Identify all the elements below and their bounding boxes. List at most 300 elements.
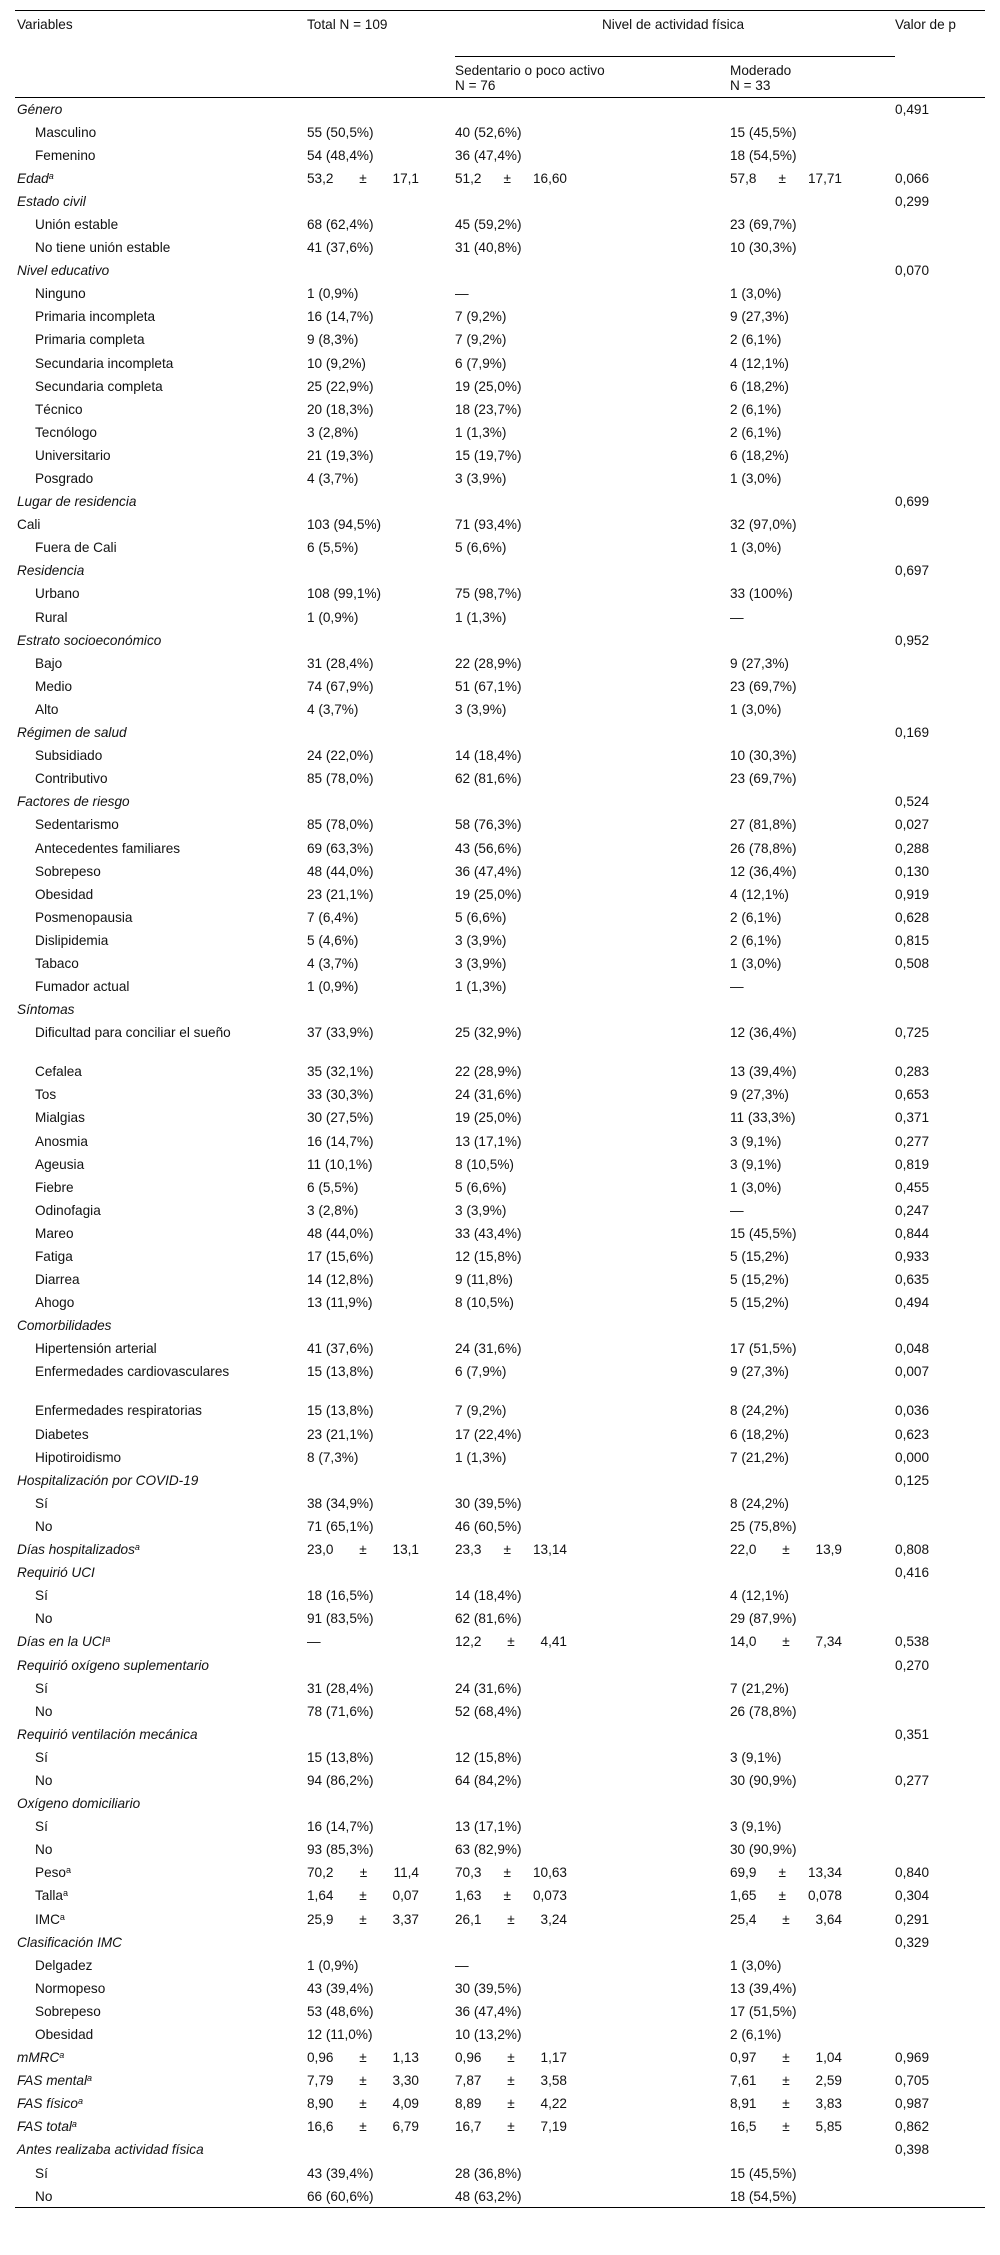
sedentary-value	[455, 998, 730, 1021]
total-value	[307, 490, 455, 513]
table-row	[15, 652, 985, 675]
variable-label	[15, 444, 307, 467]
total-value: 74 (67,9%)	[307, 678, 374, 694]
mean-value: 16,7	[455, 2119, 482, 2135]
category-row	[15, 998, 985, 1021]
moderate-value: —	[730, 1202, 744, 1218]
variable-label	[15, 1723, 307, 1746]
category-row	[15, 98, 985, 121]
table-row	[15, 1815, 985, 1838]
table-header	[15, 11, 985, 98]
mean-sd	[455, 2072, 567, 2089]
table-row	[15, 1106, 985, 1129]
sd-value: 0,078	[807, 1888, 842, 1904]
p-value	[895, 2023, 985, 2046]
variable-label	[15, 2185, 307, 2208]
sedentary-value: 30 (39,5%)	[455, 1495, 522, 1511]
category-row	[15, 1469, 985, 1492]
sd-value: 0,07	[392, 1888, 419, 1904]
variable-label	[15, 1106, 307, 1129]
sedentary-value: 5 (6,6%)	[455, 540, 507, 556]
header-p-value: Valor de p	[895, 11, 985, 98]
variable-label	[15, 536, 307, 559]
variable-label	[15, 98, 307, 121]
variable-label	[15, 190, 307, 213]
sedentary-value: 36 (47,4%)	[455, 2003, 522, 2019]
total-value: 108 (99,1%)	[307, 586, 382, 602]
sedentary-value: 1 (1,3%)	[455, 1449, 507, 1465]
table-row	[15, 1492, 985, 1515]
sedentary-value: 12 (15,8%)	[455, 1749, 522, 1765]
variable-label	[15, 1423, 307, 1446]
table-row	[15, 744, 985, 767]
mean-value: 26,1	[455, 1911, 482, 1927]
p-value: 0,933	[895, 1249, 930, 1264]
sedentary-value: 15 (19,7%)	[455, 447, 522, 463]
p-value	[895, 467, 985, 490]
moderate-value: 29 (87,9%)	[730, 1611, 797, 1627]
mean-sd	[730, 1633, 842, 1650]
sedentary-value	[455, 1654, 730, 1677]
total-value	[307, 1884, 455, 1907]
p-value: 0,304	[895, 1888, 930, 1904]
footnote-marker: a	[87, 2073, 93, 2084]
sd-value: 17,71	[807, 170, 842, 186]
sedentary-value	[455, 1908, 730, 1931]
p-value	[895, 1746, 985, 1769]
sedentary-value: 40 (52,6%)	[455, 124, 522, 140]
table-row	[15, 837, 985, 860]
category-row	[15, 2046, 985, 2069]
sedentary-value: 19 (25,0%)	[455, 1110, 522, 1126]
moderate-value: 13 (39,4%)	[730, 1064, 797, 1080]
variable-label	[15, 1337, 307, 1360]
table-row	[15, 1908, 985, 1931]
variable-label	[15, 1607, 307, 1630]
mean-value: 69,9	[730, 1865, 757, 1881]
sedentary-value: 14 (18,4%)	[455, 1588, 522, 1604]
variable-label-text: Edad	[17, 170, 49, 186]
moderate-value: 32 (97,0%)	[730, 517, 797, 533]
variable-label-text: Fuera de Cali	[35, 540, 117, 556]
moderate-value	[730, 1314, 895, 1337]
sedentary-value: 43 (56,6%)	[455, 840, 522, 856]
moderate-value: 5 (15,2%)	[730, 1272, 789, 1288]
sedentary-value: 8 (10,5%)	[455, 1156, 514, 1172]
mean-value: 70,3	[455, 1865, 482, 1881]
sedentary-value	[455, 2069, 730, 2092]
total-value: 1 (0,9%)	[307, 286, 359, 302]
p-value	[895, 1954, 985, 1977]
moderate-value	[730, 490, 895, 513]
plus-minus-sign: ±	[507, 2073, 515, 2089]
total-value: 31 (28,4%)	[307, 655, 374, 671]
mean-sd	[307, 2072, 419, 2089]
sedentary-value	[455, 1723, 730, 1746]
sedentary-value: 33 (43,4%)	[455, 1225, 522, 1241]
variable-label-text: Régimen de salud	[17, 725, 127, 741]
total-value	[307, 1561, 455, 1584]
sedentary-value: 46 (60,5%)	[455, 1518, 522, 1534]
table-row	[15, 1021, 985, 1060]
header-row-top	[15, 11, 985, 57]
variable-label-text: Enfermedades cardiovasculares	[35, 1364, 230, 1380]
table-row	[15, 1584, 985, 1607]
moderate-value: 5 (15,2%)	[730, 1249, 789, 1264]
table-row	[15, 236, 985, 259]
total-value: 69 (63,3%)	[307, 840, 374, 856]
footnote-marker: a	[134, 1542, 140, 1553]
total-value: 41 (37,6%)	[307, 240, 374, 256]
total-value: 71 (65,1%)	[307, 1518, 374, 1534]
moderate-value: 30 (90,9%)	[730, 1842, 797, 1858]
sedentary-value	[455, 1469, 730, 1492]
variable-label	[15, 860, 307, 883]
total-value: 3 (2,8%)	[307, 424, 359, 440]
table-row	[15, 582, 985, 605]
sedentary-value	[455, 1792, 730, 1815]
variable-label-text: Medio	[35, 678, 73, 694]
table-row	[15, 2162, 985, 2185]
moderate-value: 4 (12,1%)	[730, 355, 789, 371]
mean-value: 16,5	[730, 2119, 757, 2135]
sd-value: 3,83	[815, 2096, 842, 2112]
sedentary-value	[455, 2046, 730, 2069]
table-row	[15, 883, 985, 906]
table-row	[15, 929, 985, 952]
total-value: 25 (22,9%)	[307, 378, 374, 394]
moderate-value: 6 (18,2%)	[730, 1426, 789, 1442]
p-value: 0,329	[895, 1934, 930, 1950]
plus-minus-sign: ±	[503, 1865, 511, 1881]
total-value: 1 (0,9%)	[307, 609, 359, 625]
mean-value: 1,64	[307, 1888, 334, 1904]
mean-sd	[307, 1911, 419, 1928]
p-value: 0,000	[895, 1449, 930, 1465]
moderate-value: 18 (54,5%)	[730, 147, 797, 163]
plus-minus-sign: ±	[782, 2073, 790, 2089]
table-row	[15, 1446, 985, 1469]
mean-value: 0,97	[730, 2050, 757, 2066]
variable-label-text: No	[35, 1703, 53, 1719]
sedentary-value: 64 (84,2%)	[455, 1772, 522, 1788]
moderate-value: 2 (6,1%)	[730, 332, 782, 348]
variable-label	[15, 2115, 307, 2138]
moderate-value: 2 (6,1%)	[730, 2027, 782, 2042]
p-value: 0,270	[895, 1657, 930, 1673]
variable-label	[15, 1746, 307, 1769]
moderate-value: 10 (30,3%)	[730, 748, 797, 764]
variable-label	[15, 1838, 307, 1861]
variable-label	[15, 767, 307, 790]
sedentary-value: 3 (3,9%)	[455, 932, 507, 948]
sedentary-value: 18 (23,7%)	[455, 401, 522, 417]
moderate-value: 8 (24,2%)	[730, 1495, 789, 1511]
table-row	[15, 513, 985, 536]
variable-label-text: Requirió ventilación mecánica	[17, 1726, 198, 1742]
sedentary-value: 36 (47,4%)	[455, 147, 522, 163]
variable-label-text: Primaria incompleta	[35, 309, 156, 325]
p-value	[895, 328, 985, 351]
sedentary-value	[455, 2138, 730, 2161]
table-row	[15, 1291, 985, 1314]
p-value	[895, 1584, 985, 1607]
p-value: 0,277	[895, 1133, 930, 1149]
mean-sd	[730, 2072, 842, 2089]
mean-value: 8,90	[307, 2096, 334, 2112]
sd-value: 13,9	[815, 1542, 842, 1558]
moderate-value: 9 (27,3%)	[730, 655, 789, 671]
variable-label	[15, 1515, 307, 1538]
variable-label	[15, 1977, 307, 2000]
sedentary-value: 1 (1,3%)	[455, 424, 507, 440]
sedentary-value	[455, 1861, 730, 1884]
table-row	[15, 1607, 985, 1630]
total-value: 33 (30,3%)	[307, 1087, 374, 1103]
sd-value: 3,37	[392, 1911, 419, 1927]
header-moderate-label: Moderado	[730, 63, 792, 78]
variable-label	[15, 1561, 307, 1584]
moderate-value	[730, 1630, 895, 1653]
variable-label-text: Obesidad	[35, 886, 94, 902]
table-row	[15, 328, 985, 351]
variable-label-text: Hospitalización por COVID-19	[17, 1472, 199, 1488]
variable-label	[15, 2138, 307, 2161]
moderate-value: 25 (75,8%)	[730, 1518, 797, 1534]
table-row	[15, 1153, 985, 1176]
total-value	[307, 190, 455, 213]
p-value: 0,494	[895, 1295, 930, 1311]
variable-label	[15, 1630, 307, 1653]
moderate-value	[730, 1538, 895, 1561]
table-row	[15, 1677, 985, 1700]
variable-label-text: Rural	[35, 609, 68, 625]
variable-label	[15, 398, 307, 421]
p-value: 0,538	[895, 1634, 930, 1650]
sedentary-value: 19 (25,0%)	[455, 378, 522, 394]
sedentary-value: 22 (28,9%)	[455, 655, 522, 671]
sedentary-value: 8 (10,5%)	[455, 1295, 514, 1311]
moderate-value	[730, 98, 895, 121]
variable-label	[15, 952, 307, 975]
sd-value: 16,60	[532, 170, 567, 186]
variable-label-text: mMRC	[17, 2050, 60, 2066]
mean-sd	[307, 1864, 419, 1881]
total-value: 24 (22,0%)	[307, 748, 374, 764]
clinical-characteristics-table	[15, 10, 985, 2208]
variable-label-text: No	[35, 1772, 53, 1788]
p-value	[895, 998, 985, 1021]
mean-value: 25,4	[730, 1911, 757, 1927]
variable-label	[15, 1931, 307, 1954]
footnote-marker: a	[77, 2096, 83, 2107]
sedentary-value: 24 (31,6%)	[455, 1341, 522, 1357]
total-value: 4 (3,7%)	[307, 471, 359, 486]
total-value: 17 (15,6%)	[307, 1249, 374, 1264]
mean-value: 8,89	[455, 2096, 482, 2112]
variable-label-text: Antecedentes familiares	[35, 840, 181, 856]
moderate-value: 23 (69,7%)	[730, 216, 797, 232]
variable-label	[15, 629, 307, 652]
variable-label-text: Sedentarismo	[35, 817, 119, 833]
moderate-value: 12 (36,4%)	[730, 1025, 797, 1041]
mean-value: 0,96	[455, 2050, 482, 2066]
variable-label-text: Técnico	[35, 401, 83, 417]
sedentary-value	[455, 490, 730, 513]
p-value	[895, 2162, 985, 2185]
sedentary-value: 3 (3,9%)	[455, 955, 507, 971]
variable-label	[15, 1360, 307, 1399]
total-value: 3 (2,8%)	[307, 1202, 359, 1218]
p-value	[895, 1700, 985, 1723]
total-value: 54 (48,4%)	[307, 147, 374, 163]
p-value: 0,048	[895, 1341, 930, 1357]
sedentary-value	[455, 721, 730, 744]
variable-label-text: Mialgias	[35, 1110, 85, 1126]
category-row	[15, 2069, 985, 2092]
table-row	[15, 906, 985, 929]
total-value	[307, 1861, 455, 1884]
p-value: 0,862	[895, 2119, 930, 2135]
total-value: 23 (21,1%)	[307, 1426, 374, 1442]
variable-label	[15, 1399, 307, 1422]
sedentary-value: 7 (9,2%)	[455, 309, 507, 325]
variable-label-text: Nivel educativo	[17, 263, 110, 279]
moderate-value	[730, 721, 895, 744]
sd-value: 7,34	[815, 1634, 842, 1650]
variable-label	[15, 1268, 307, 1291]
table-row	[15, 305, 985, 328]
plus-minus-sign: ±	[507, 1634, 515, 1650]
p-value: 0,919	[895, 886, 930, 902]
table-row	[15, 952, 985, 975]
total-value: 11 (10,1%)	[307, 1156, 373, 1172]
variable-label	[15, 929, 307, 952]
variable-label-text: FAS mental	[17, 2073, 88, 2089]
moderate-value	[730, 559, 895, 582]
variable-label-text: Ahogo	[35, 1295, 75, 1311]
variable-label-text: Delgadez	[35, 1957, 93, 1973]
variable-label	[15, 837, 307, 860]
variable-label-text: Días hospitalizados	[17, 1542, 135, 1558]
variable-label	[15, 1245, 307, 1268]
sedentary-value	[455, 2092, 730, 2115]
mean-value: 14,0	[730, 1634, 757, 1650]
sedentary-value: 17 (22,4%)	[455, 1426, 522, 1442]
variable-label-text: Enfermedades respiratorias	[35, 1403, 202, 1419]
sedentary-value: 6 (7,9%)	[455, 355, 507, 371]
sedentary-value: 3 (3,9%)	[455, 1202, 507, 1218]
moderate-value	[730, 2069, 895, 2092]
variable-label	[15, 1861, 307, 1884]
moderate-value	[730, 1723, 895, 1746]
mean-sd	[307, 2095, 419, 2112]
sedentary-value: —	[455, 286, 469, 302]
variable-label	[15, 375, 307, 398]
plus-minus-sign: ±	[778, 170, 786, 186]
p-value: 0,247	[895, 1202, 930, 1218]
moderate-value: 3 (9,1%)	[730, 1749, 782, 1765]
variable-label-text: Hipotiroidismo	[35, 1449, 122, 1465]
table-row	[15, 1360, 985, 1399]
variable-label-text: Antes realizaba actividad física	[17, 2142, 204, 2158]
table-row	[15, 2023, 985, 2046]
variable-label-text: Comorbilidades	[17, 1318, 112, 1334]
table-row	[15, 444, 985, 467]
mean-value: 7,87	[455, 2073, 482, 2089]
total-value: 14 (12,8%)	[307, 1272, 374, 1288]
plus-minus-sign: ±	[359, 2119, 367, 2135]
total-value: 9 (8,3%)	[307, 332, 359, 348]
sedentary-value: 13 (17,1%)	[455, 1133, 522, 1149]
variable-label	[15, 813, 307, 836]
plus-minus-sign: ±	[778, 1888, 786, 1904]
variable-label-text: Oxígeno domiciliario	[17, 1796, 141, 1812]
table-row	[15, 1130, 985, 1153]
plus-minus-sign: ±	[778, 1865, 786, 1881]
variable-label-text: Hipertensión arterial	[35, 1341, 157, 1357]
mean-value: 7,61	[730, 2073, 757, 2089]
sd-value: 3,58	[540, 2073, 567, 2089]
variable-label	[15, 2023, 307, 2046]
sedentary-value: 10 (13,2%)	[455, 2027, 522, 2042]
total-value: 16 (14,7%)	[307, 1133, 374, 1149]
p-value	[895, 352, 985, 375]
plus-minus-sign: ±	[507, 2119, 515, 2135]
total-value: 91 (83,5%)	[307, 1611, 374, 1627]
plus-minus-sign: ±	[359, 2073, 367, 2089]
variable-label	[15, 744, 307, 767]
variable-label	[15, 259, 307, 282]
mean-sd	[730, 2118, 842, 2135]
sedentary-value: 52 (68,4%)	[455, 1703, 522, 1719]
total-value: 94 (86,2%)	[307, 1772, 374, 1788]
moderate-value	[730, 190, 895, 213]
variable-label-text: Sí	[35, 1588, 48, 1604]
variable-label	[15, 1677, 307, 1700]
category-row	[15, 190, 985, 213]
variable-label	[15, 1446, 307, 1469]
variable-label-text: Peso	[35, 1865, 66, 1881]
p-value	[895, 698, 985, 721]
variable-label	[15, 559, 307, 582]
mean-value: 57,8	[730, 170, 757, 186]
table-row	[15, 767, 985, 790]
sedentary-value: 5 (6,6%)	[455, 909, 507, 925]
mean-value: 23,3	[455, 1542, 482, 1558]
sd-value: 0,073	[532, 1888, 567, 1904]
table-row	[15, 606, 985, 629]
moderate-value	[730, 790, 895, 813]
sd-value: 13,14	[532, 1542, 567, 1558]
sedentary-value: 12 (15,8%)	[455, 1249, 522, 1264]
variable-label-text: No tiene unión estable	[35, 240, 171, 256]
category-row	[15, 721, 985, 744]
sd-value: 17,1	[392, 170, 419, 186]
p-value: 0,952	[895, 632, 930, 648]
variable-label	[15, 1083, 307, 1106]
mean-value: 25,9	[307, 1911, 334, 1927]
variable-label	[15, 1199, 307, 1222]
sd-value: 1,04	[815, 2050, 842, 2066]
variable-label-text: Alto	[35, 701, 59, 717]
total-value	[307, 629, 455, 652]
total-value	[307, 1908, 455, 1931]
total-value	[307, 1469, 455, 1492]
variable-label-text: Lugar de residencia	[17, 494, 137, 510]
table-row	[15, 2185, 985, 2208]
total-value: 78 (71,6%)	[307, 1703, 374, 1719]
